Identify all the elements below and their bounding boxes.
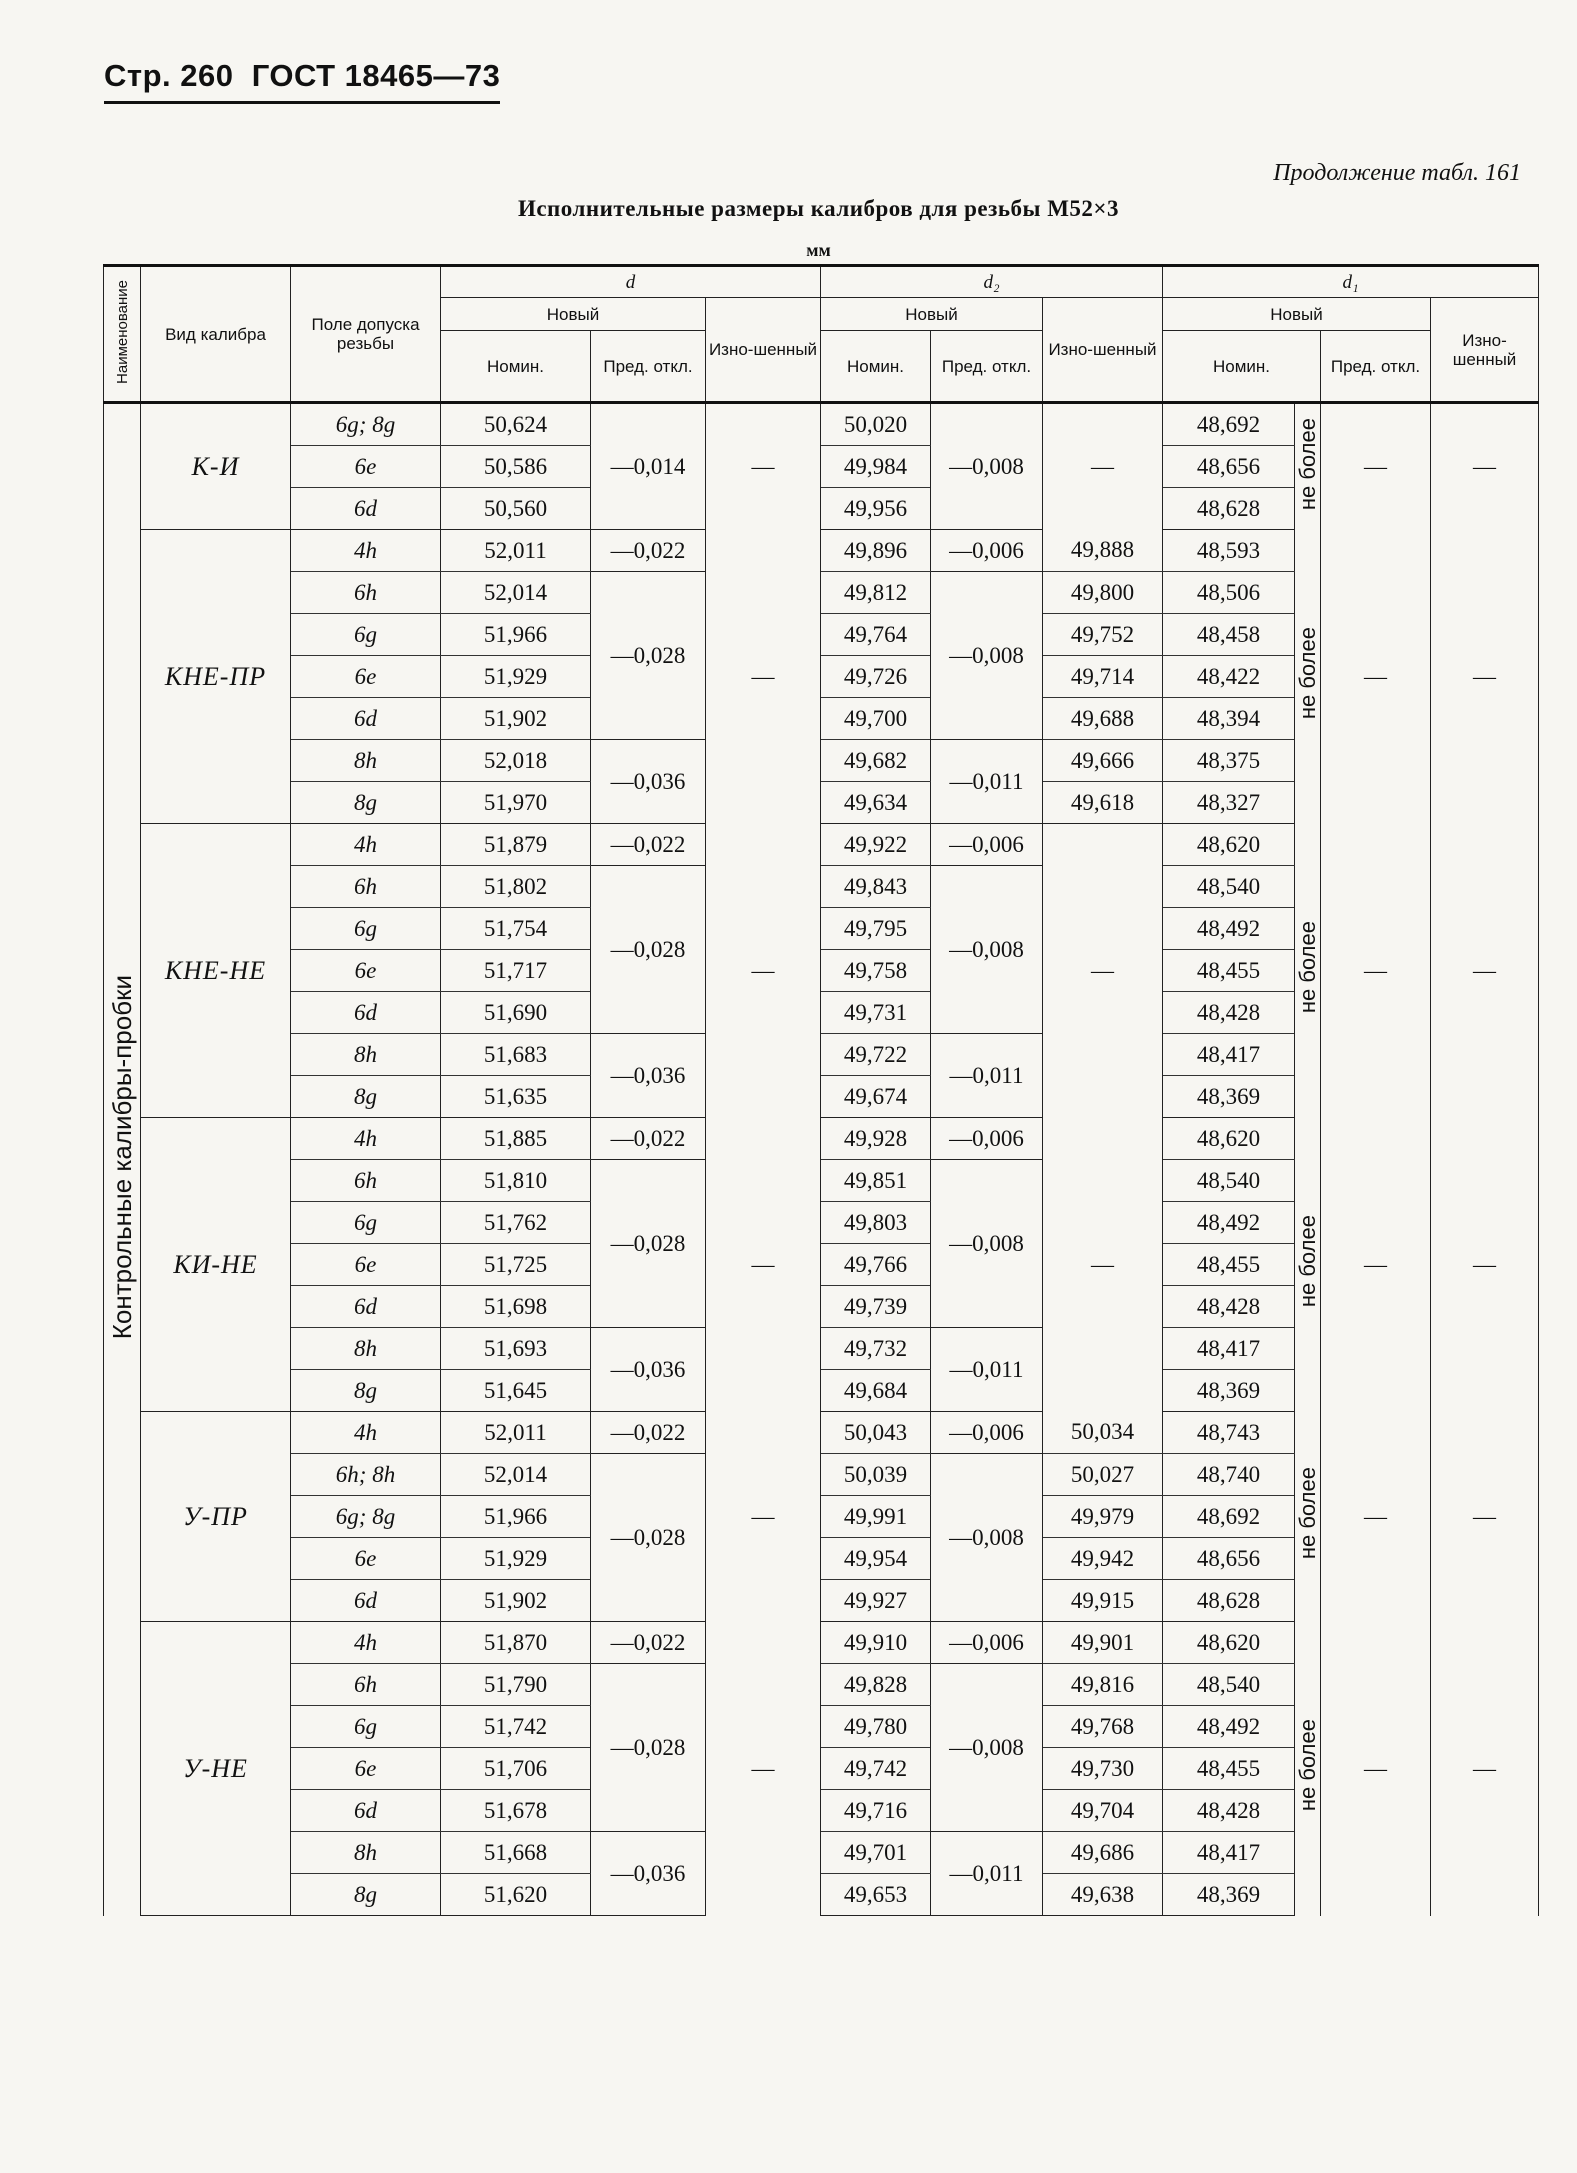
d-deviation: —0,036 xyxy=(591,1832,706,1916)
tolerance-field: 6e xyxy=(291,446,441,488)
table-row xyxy=(104,530,1539,572)
d2-nominal: 49,910 xyxy=(821,1622,931,1664)
d1-nominal: 48,417 xyxy=(1163,1328,1295,1370)
d-nominal: 50,624 xyxy=(441,403,591,446)
d2-worn: 49,752 xyxy=(1043,614,1163,656)
tolerance-field: 6g xyxy=(291,1706,441,1748)
group-label: Контрольные калибры-пробки xyxy=(106,974,137,1339)
not-more-label: не более xyxy=(1295,417,1320,510)
d2-nominal: 49,764 xyxy=(821,614,931,656)
not-more-cell xyxy=(1295,824,1321,1118)
tolerance-field: 4h xyxy=(291,530,441,572)
d2-nominal: 50,039 xyxy=(821,1454,931,1496)
d1-nominal: 48,492 xyxy=(1163,908,1295,950)
table-row xyxy=(104,1622,1539,1664)
d-nominal: 51,966 xyxy=(441,1496,591,1538)
d2-nominal: 49,674 xyxy=(821,1076,931,1118)
table-body xyxy=(104,403,1539,1916)
gauge-type-name: КНЕ-ПР xyxy=(141,530,291,824)
d2-nominal: 49,684 xyxy=(821,1370,931,1412)
d2-worn: 49,704 xyxy=(1043,1790,1163,1832)
table-row xyxy=(104,824,1539,866)
d-nominal: 51,870 xyxy=(441,1622,591,1664)
d1-nominal: 48,369 xyxy=(1163,1370,1295,1412)
d-deviation: —0,022 xyxy=(591,1622,706,1664)
col-name-label: Наименование xyxy=(113,280,131,384)
d-nominal: 51,683 xyxy=(441,1034,591,1076)
d-deviation: —0,022 xyxy=(591,1412,706,1454)
d1-nominal: 48,656 xyxy=(1163,446,1295,488)
d-nominal: 51,966 xyxy=(441,614,591,656)
col-d-header: d xyxy=(441,266,821,298)
d-nominal: 51,885 xyxy=(441,1118,591,1160)
d1-nominal: 48,428 xyxy=(1163,1790,1295,1832)
tolerance-field: 6h xyxy=(291,1664,441,1706)
col-gauge-type-header: Вид калибра xyxy=(141,266,291,403)
tolerance-field: 6d xyxy=(291,992,441,1034)
d2-worn-header: Изно-шенный xyxy=(1043,298,1163,403)
group-label-cell xyxy=(104,403,141,1916)
d2-nominal: 49,927 xyxy=(821,1580,931,1622)
d1-worn: — xyxy=(1431,403,1539,530)
not-more-cell xyxy=(1295,1622,1321,1916)
d2-worn: 49,686 xyxy=(1043,1832,1163,1874)
d2-nominal: 49,843 xyxy=(821,866,931,908)
tolerance-field: 4h xyxy=(291,824,441,866)
d-deviation: —0,022 xyxy=(591,530,706,572)
d1-nominal: 48,540 xyxy=(1163,866,1295,908)
d1-nominal: 48,417 xyxy=(1163,1832,1295,1874)
d1-nominal: 48,455 xyxy=(1163,1244,1295,1286)
d2-worn: 49,638 xyxy=(1043,1874,1163,1916)
d1-deviation: — xyxy=(1321,1412,1431,1622)
d2-worn: 49,666 xyxy=(1043,740,1163,782)
d-nominal: 51,929 xyxy=(441,656,591,698)
d-worn: — xyxy=(706,403,821,530)
d2-nominal: 49,758 xyxy=(821,950,931,992)
d-new-header: Новый xyxy=(441,298,706,331)
tolerance-field: 6e xyxy=(291,950,441,992)
d1-nominal: 48,492 xyxy=(1163,1202,1295,1244)
d2-nominal: 49,700 xyxy=(821,698,931,740)
d-nominal: 51,742 xyxy=(441,1706,591,1748)
tolerance-field: 6h; 8h xyxy=(291,1454,441,1496)
table-row xyxy=(104,403,1539,446)
d2-nominal: 49,828 xyxy=(821,1664,931,1706)
d1-nominal: 48,369 xyxy=(1163,1874,1295,1916)
d2-nominal: 49,731 xyxy=(821,992,931,1034)
d-worn-header: Изно-шенный xyxy=(706,298,821,403)
d1-nominal: 48,540 xyxy=(1163,1160,1295,1202)
tolerance-field: 8h xyxy=(291,1832,441,1874)
d1-worn: — xyxy=(1431,1412,1539,1622)
tolerance-field: 8h xyxy=(291,1034,441,1076)
d-nominal: 51,902 xyxy=(441,698,591,740)
d2-deviation: —0,008 xyxy=(931,866,1043,1034)
d1-nominal: 48,428 xyxy=(1163,992,1295,1034)
d2-nominal: 49,726 xyxy=(821,656,931,698)
tolerance-field: 6h xyxy=(291,866,441,908)
d1-nominal: 48,455 xyxy=(1163,950,1295,992)
table-row xyxy=(104,1412,1539,1454)
tolerance-field: 6e xyxy=(291,1748,441,1790)
d2-nominal: 49,851 xyxy=(821,1160,931,1202)
d-deviation: —0,036 xyxy=(591,1034,706,1118)
d1-nominal: 48,620 xyxy=(1163,1622,1295,1664)
d-nominal: 51,725 xyxy=(441,1244,591,1286)
d1-nominal: 48,394 xyxy=(1163,698,1295,740)
tolerance-field: 8g xyxy=(291,782,441,824)
col-name-header xyxy=(104,266,141,403)
d-nominal: 51,754 xyxy=(441,908,591,950)
d2-nominal: 50,020 xyxy=(821,403,931,446)
tolerance-field: 6h xyxy=(291,1160,441,1202)
d2-nominal: 49,795 xyxy=(821,908,931,950)
d1-worn-header: Изно-шенный xyxy=(1431,298,1539,403)
col-d2-header: d₂ xyxy=(821,266,1163,298)
d2-nominal: 49,766 xyxy=(821,1244,931,1286)
d-nominal: 52,018 xyxy=(441,740,591,782)
tolerance-field: 6e xyxy=(291,1244,441,1286)
d-nominal: 51,678 xyxy=(441,1790,591,1832)
d1-nominal: 48,417 xyxy=(1163,1034,1295,1076)
page-number: Стр. 260 xyxy=(104,58,234,93)
d2-nominal: 49,780 xyxy=(821,1706,931,1748)
tolerance-field: 4h xyxy=(291,1118,441,1160)
d1-worn: — xyxy=(1431,530,1539,824)
d2-new-header: Новый xyxy=(821,298,1043,331)
d2-deviation: —0,008 xyxy=(931,572,1043,740)
d2-nominal: 49,722 xyxy=(821,1034,931,1076)
d-nominal: 51,717 xyxy=(441,950,591,992)
d2-nominal: 49,634 xyxy=(821,782,931,824)
tolerance-field: 6d xyxy=(291,488,441,530)
d1-nominal: 48,740 xyxy=(1163,1454,1295,1496)
d1-nominal-header: Номин. xyxy=(1163,331,1321,403)
d2-worn: — xyxy=(1043,403,1163,530)
d2-deviation-header: Пред. откл. xyxy=(931,331,1043,403)
d2-nominal: 49,742 xyxy=(821,1748,931,1790)
d-nominal: 51,790 xyxy=(441,1664,591,1706)
d2-nominal: 49,922 xyxy=(821,824,931,866)
d2-worn: 49,730 xyxy=(1043,1748,1163,1790)
d-deviation: —0,022 xyxy=(591,824,706,866)
d-deviation: —0,028 xyxy=(591,1160,706,1328)
d2-nominal: 49,956 xyxy=(821,488,931,530)
d1-new-header: Новый xyxy=(1163,298,1431,331)
d-nominal: 51,902 xyxy=(441,1580,591,1622)
d1-nominal: 48,327 xyxy=(1163,782,1295,824)
d2-deviation: —0,008 xyxy=(931,1160,1043,1328)
not-more-cell xyxy=(1295,1118,1321,1412)
table-row xyxy=(104,1118,1539,1160)
d1-nominal: 48,593 xyxy=(1163,530,1295,572)
d2-nominal: 49,653 xyxy=(821,1874,931,1916)
d2-worn: 49,816 xyxy=(1043,1664,1163,1706)
tolerance-field: 6g xyxy=(291,614,441,656)
d1-nominal: 48,628 xyxy=(1163,488,1295,530)
d1-nominal: 48,375 xyxy=(1163,740,1295,782)
d1-deviation: — xyxy=(1321,403,1431,530)
d1-nominal: 48,692 xyxy=(1163,403,1295,446)
d-deviation: —0,028 xyxy=(591,866,706,1034)
not-more-cell xyxy=(1295,1412,1321,1622)
d2-worn: 49,618 xyxy=(1043,782,1163,824)
d2-deviation: —0,008 xyxy=(931,1454,1043,1622)
d2-deviation: —0,006 xyxy=(931,530,1043,572)
d1-nominal: 48,458 xyxy=(1163,614,1295,656)
d-deviation: —0,036 xyxy=(591,740,706,824)
not-more-label: не более xyxy=(1295,1467,1320,1560)
units-text: мм xyxy=(806,240,831,260)
d-nominal: 51,802 xyxy=(441,866,591,908)
d2-worn: 50,027 xyxy=(1043,1454,1163,1496)
table-title xyxy=(0,196,1577,222)
d2-nominal: 49,803 xyxy=(821,1202,931,1244)
gauge-type-name: К-И xyxy=(141,403,291,530)
not-more-label: не более xyxy=(1295,1719,1320,1812)
d1-nominal: 48,656 xyxy=(1163,1538,1295,1580)
not-more-label: не более xyxy=(1295,1215,1320,1308)
d-deviation: —0,028 xyxy=(591,572,706,740)
tolerance-field: 4h xyxy=(291,1622,441,1664)
d2-nominal: 49,896 xyxy=(821,530,931,572)
d2-worn: 49,901 xyxy=(1043,1622,1163,1664)
tolerance-field: 6d xyxy=(291,1286,441,1328)
tolerance-field: 8g xyxy=(291,1370,441,1412)
d-deviation: —0,028 xyxy=(591,1454,706,1622)
d-nominal: 51,810 xyxy=(441,1160,591,1202)
d2-nominal: 49,682 xyxy=(821,740,931,782)
d-nominal: 51,645 xyxy=(441,1370,591,1412)
d2-nominal: 50,043 xyxy=(821,1412,931,1454)
d-deviation: —0,036 xyxy=(591,1328,706,1412)
d1-worn: — xyxy=(1431,1622,1539,1916)
tolerance-field: 6h xyxy=(291,572,441,614)
tolerance-field: 6g; 8g xyxy=(291,403,441,446)
d2-deviation: —0,006 xyxy=(931,824,1043,866)
d2-worn: 49,688 xyxy=(1043,698,1163,740)
d1-worn: — xyxy=(1431,1118,1539,1412)
d-nominal: 50,560 xyxy=(441,488,591,530)
page-header xyxy=(104,58,500,94)
tolerance-field: 8h xyxy=(291,1328,441,1370)
standard-number: ГОСТ 18465—73 xyxy=(251,58,501,93)
d1-nominal: 48,492 xyxy=(1163,1706,1295,1748)
d2-worn: 49,942 xyxy=(1043,1538,1163,1580)
d2-worn: 49,979 xyxy=(1043,1496,1163,1538)
d2-worn: 49,800 xyxy=(1043,572,1163,614)
d2-nominal: 49,991 xyxy=(821,1496,931,1538)
d1-nominal: 48,692 xyxy=(1163,1496,1295,1538)
d1-nominal: 48,428 xyxy=(1163,1286,1295,1328)
tolerance-field: 6g xyxy=(291,1202,441,1244)
header-rule xyxy=(104,101,500,104)
not-more-cell xyxy=(1295,530,1321,824)
d1-nominal: 48,369 xyxy=(1163,1076,1295,1118)
d2-worn: 49,714 xyxy=(1043,656,1163,698)
tolerance-field: 4h xyxy=(291,1412,441,1454)
d1-nominal: 48,506 xyxy=(1163,572,1295,614)
d1-nominal: 48,743 xyxy=(1163,1412,1295,1454)
not-more-label: не более xyxy=(1295,921,1320,1014)
d2-nominal: 49,928 xyxy=(821,1118,931,1160)
d-nominal: 51,690 xyxy=(441,992,591,1034)
d-nominal: 51,762 xyxy=(441,1202,591,1244)
d-worn: — xyxy=(706,1622,821,1916)
d2-nominal: 49,732 xyxy=(821,1328,931,1370)
d1-deviation: — xyxy=(1321,1622,1431,1916)
d2-deviation: —0,011 xyxy=(931,740,1043,824)
d1-nominal: 48,422 xyxy=(1163,656,1295,698)
d1-nominal: 48,620 xyxy=(1163,1118,1295,1160)
d-worn: — xyxy=(706,824,821,1118)
d2-worn: 49,915 xyxy=(1043,1580,1163,1622)
d1-deviation-header: Пред. откл. xyxy=(1321,331,1431,403)
col-tolerance-header: Поле допуска резьбы xyxy=(291,266,441,403)
d-nominal: 51,706 xyxy=(441,1748,591,1790)
d2-nominal: 49,716 xyxy=(821,1790,931,1832)
d-nominal: 51,879 xyxy=(441,824,591,866)
d2-nominal-header: Номин. xyxy=(821,331,931,403)
d-nominal: 52,011 xyxy=(441,530,591,572)
tolerance-field: 6d xyxy=(291,698,441,740)
d-nominal: 51,929 xyxy=(441,1538,591,1580)
d2-worn: 50,034 xyxy=(1043,1412,1163,1454)
d-nominal: 51,635 xyxy=(441,1076,591,1118)
d-nominal: 50,586 xyxy=(441,446,591,488)
d1-nominal: 48,628 xyxy=(1163,1580,1295,1622)
d-deviation: —0,028 xyxy=(591,1664,706,1832)
d2-nominal: 49,701 xyxy=(821,1832,931,1874)
units-label xyxy=(0,240,1577,261)
gauge-type-name: У-НЕ xyxy=(141,1622,291,1916)
d-nominal: 52,014 xyxy=(441,1454,591,1496)
col-d1-header: d₁ xyxy=(1163,266,1539,298)
d2-nominal: 49,739 xyxy=(821,1286,931,1328)
d-nominal: 51,698 xyxy=(441,1286,591,1328)
d1-deviation: — xyxy=(1321,530,1431,824)
d1-deviation: — xyxy=(1321,1118,1431,1412)
tolerance-field: 6g; 8g xyxy=(291,1496,441,1538)
d2-deviation: —0,006 xyxy=(931,1622,1043,1664)
d-deviation-header: Пред. откл. xyxy=(591,331,706,403)
not-more-cell xyxy=(1295,403,1321,530)
d2-nominal: 49,954 xyxy=(821,1538,931,1580)
gauge-dimensions-table xyxy=(103,264,1539,1916)
d2-deviation: —0,011 xyxy=(931,1034,1043,1118)
tolerance-field: 8h xyxy=(291,740,441,782)
d-deviation: —0,014 xyxy=(591,403,706,530)
tolerance-field: 8g xyxy=(291,1076,441,1118)
d1-nominal: 48,540 xyxy=(1163,1664,1295,1706)
d2-deviation: —0,008 xyxy=(931,403,1043,530)
d-worn: — xyxy=(706,1412,821,1622)
d2-deviation: —0,006 xyxy=(931,1412,1043,1454)
d2-deviation: —0,011 xyxy=(931,1328,1043,1412)
d2-worn: 49,888 xyxy=(1043,530,1163,572)
d1-nominal: 48,620 xyxy=(1163,824,1295,866)
d-nominal: 51,668 xyxy=(441,1832,591,1874)
tolerance-field: 6d xyxy=(291,1790,441,1832)
d2-deviation: —0,008 xyxy=(931,1664,1043,1832)
d1-deviation: — xyxy=(1321,824,1431,1118)
tolerance-field: 6e xyxy=(291,1538,441,1580)
table-continuation-note: Продолжение табл. 161 xyxy=(1273,160,1521,186)
d2-deviation: —0,011 xyxy=(931,1832,1043,1916)
d2-worn: — xyxy=(1043,824,1163,1118)
gauge-type-name: КИ-НЕ xyxy=(141,1118,291,1412)
tolerance-field: 6d xyxy=(291,1580,441,1622)
d-nominal: 52,014 xyxy=(441,572,591,614)
d-nominal: 51,693 xyxy=(441,1328,591,1370)
not-more-label: не более xyxy=(1295,627,1320,720)
d-nominal-header: Номин. xyxy=(441,331,591,403)
gauge-type-name: У-ПР xyxy=(141,1412,291,1622)
d2-nominal: 49,984 xyxy=(821,446,931,488)
d1-nominal: 48,455 xyxy=(1163,1748,1295,1790)
d2-worn: — xyxy=(1043,1118,1163,1412)
d-worn: — xyxy=(706,530,821,824)
tolerance-field: 6e xyxy=(291,656,441,698)
d-nominal: 51,620 xyxy=(441,1874,591,1916)
gauge-type-name: КНЕ-НЕ xyxy=(141,824,291,1118)
d-nominal: 52,011 xyxy=(441,1412,591,1454)
d2-worn: 49,768 xyxy=(1043,1706,1163,1748)
d-deviation: —0,022 xyxy=(591,1118,706,1160)
d1-worn: — xyxy=(1431,824,1539,1118)
d-worn: — xyxy=(706,1118,821,1412)
table-title-text: Исполнительные размеры калибров для резьбы М52×3 xyxy=(517,196,1120,221)
d2-nominal: 49,812 xyxy=(821,572,931,614)
tolerance-field: 6g xyxy=(291,908,441,950)
d2-deviation: —0,006 xyxy=(931,1118,1043,1160)
tolerance-field: 8g xyxy=(291,1874,441,1916)
d-nominal: 51,970 xyxy=(441,782,591,824)
